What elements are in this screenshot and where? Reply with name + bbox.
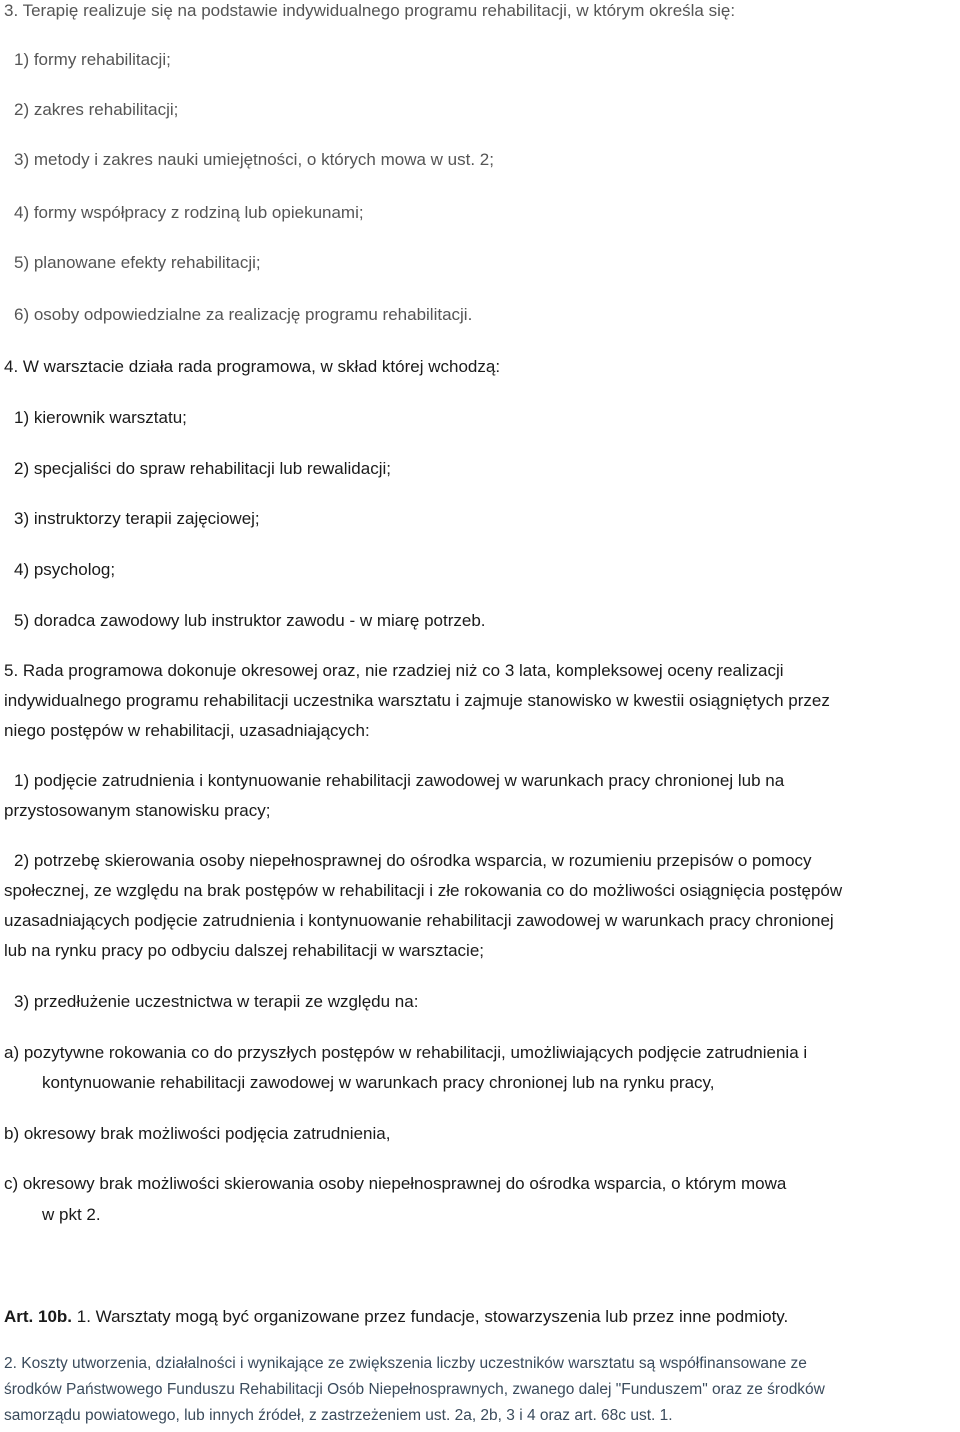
list-item: 2) specjaliści do spraw rehabilitacji lub rewalidacji; xyxy=(14,459,391,478)
sub-item-continuation: kontynuowanie rehabilitacji zawodowej w warunkach pracy chronionej lub na rynku pracy, xyxy=(42,1073,715,1092)
list-item-continuation: uzasadniających podjęcie zatrudnienia i kontynuowanie rehabilitacji zawodowej w warunkach pracy chronionej xyxy=(4,911,834,930)
list-item-continuation: społecznej, ze względu na brak postępów w rehabilitacji i złe rokowania co do możliwości osiągnięcia postępów xyxy=(4,881,843,900)
sub-item: b) okresowy brak możliwości podjęcia zatrudnienia, xyxy=(4,1124,391,1143)
list-item: 2) zakres rehabilitacji; xyxy=(14,100,179,119)
sub-item-continuation: w pkt 2. xyxy=(42,1205,101,1224)
sub-item: a) pozytywne rokowania co do przyszłych postępów w rehabilitacji, umożliwiających podjęcie zatrudnienia i xyxy=(4,1043,808,1062)
paragraph-2-line: samorządu powiatowego, lub innych źródeł, z zastrzeżeniem ust. 2a, 2b, 3 i 4 oraz art. 68c ust. 1. xyxy=(4,1407,673,1424)
list-item: 4) psycholog; xyxy=(14,560,116,579)
section-4-intro: 4. W warsztacie działa rada programowa, w skład której wchodzą: xyxy=(4,357,501,376)
section-5-intro-line: indywidualnego programu rehabilitacji uczestnika warsztatu i zajmuje stanowisko w kwestii osiągniętych przez xyxy=(4,691,830,710)
paragraph-2-line: 2. Koszty utworzenia, działalności i wynikające ze zwiększenia liczby uczestników warsztatu są współfinansowane ze xyxy=(4,1355,807,1372)
article-text: 1. Warsztaty mogą być organizowane przez fundacje, stowarzyszenia lub przez inne podmioty. xyxy=(72,1307,789,1326)
list-item: 3) instruktorzy terapii zajęciowej; xyxy=(14,509,260,528)
list-item: 6) osoby odpowiedzialne za realizację programu rehabilitacji. xyxy=(14,305,473,324)
list-item: 2) potrzebę skierowania osoby niepełnosprawnej do ośrodka wsparcia, w rozumieniu przepisów o pomocy xyxy=(14,851,812,870)
list-item: 3) przedłużenie uczestnictwa w terapii ze względu na: xyxy=(14,992,419,1011)
section-5-intro-line: 5. Rada programowa dokonuje okresowej oraz, nie rzadziej niż co 3 lata, kompleksowej oceny realizacji xyxy=(4,661,784,680)
section-5-intro-line: niego postępów w rehabilitacji, uzasadniających: xyxy=(4,721,370,740)
section-3-intro: 3. Terapię realizuje się na podstawie indywidualnego programu rehabilitacji, w którym określa się: xyxy=(4,1,736,20)
list-item-continuation: przystosowanym stanowisku pracy; xyxy=(4,801,271,820)
list-item: 5) doradca zawodowy lub instruktor zawodu - w miarę potrzeb. xyxy=(14,611,486,630)
paragraph-2-line: środków Państwowego Funduszu Rehabilitacji Osób Niepełnosprawnych, zwanego dalej "Funduszem" oraz ze środków xyxy=(4,1381,825,1398)
list-item: 5) planowane efekty rehabilitacji; xyxy=(14,253,261,272)
list-item: 1) kierownik warsztatu; xyxy=(14,408,187,427)
list-item-continuation: lub na rynku pracy po odbyciu dalszej rehabilitacji w warsztacie; xyxy=(4,941,485,960)
list-item: 1) podjęcie zatrudnienia i kontynuowanie rehabilitacji zawodowej w warunkach pracy chronionej lub na xyxy=(14,771,785,790)
article-10b xyxy=(4,1306,788,1328)
list-item: 4) formy współpracy z rodziną lub opiekunami; xyxy=(14,203,364,222)
list-item: 3) metody i zakres nauki umiejętności, o których mowa w ust. 2; xyxy=(14,150,494,169)
list-item: 1) formy rehabilitacji; xyxy=(14,50,171,69)
sub-item: c) okresowy brak możliwości skierowania osoby niepełnosprawnej do ośrodka wsparcia, o którym mowa xyxy=(4,1174,787,1193)
article-label: Art. 10b. xyxy=(4,1307,73,1326)
